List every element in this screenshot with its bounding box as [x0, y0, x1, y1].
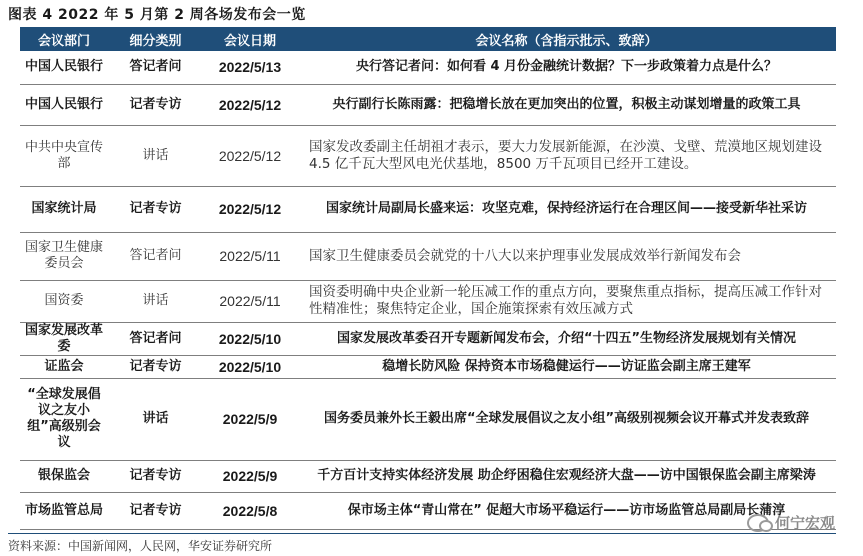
- table-row: [20, 322, 836, 355]
- dept-cell: 国家卫生健康委员会: [20, 232, 108, 280]
- table-row: [20, 186, 836, 232]
- meeting-name-cell: 国家发改委副主任胡祖才表示，要大力发展新能源，在沙漠、戈壁、荒漠地区规划建设 4.5 亿千瓦大型风电光伏基地，8500 万千瓦项目已经开工建设。: [297, 125, 836, 186]
- category-cell: 讲话: [108, 280, 203, 322]
- table-row: [20, 280, 836, 322]
- dept-cell: 国资委: [20, 280, 108, 322]
- meeting-name-cell: 国务委员兼外长王毅出席“全球发展倡议之友小组”高级别视频会议开幕式并发表致辞: [297, 378, 836, 460]
- category-cell: 答记者问: [108, 232, 203, 280]
- dept-cell: 中国人民银行: [20, 51, 108, 84]
- watermark-text: 何宁宏观: [774, 514, 835, 532]
- dept-cell: 银保监会: [20, 460, 108, 492]
- category-cell: 讲话: [108, 125, 203, 186]
- category-cell: 答记者问: [108, 322, 203, 355]
- column-header: 细分类别: [108, 27, 203, 51]
- meeting-name-cell: 国资委明确中央企业新一轮压减工作的重点方向，要聚焦重点指标，提高压减工作针对性精准性；聚焦特定企业，国企施策探索有效压减方式: [297, 280, 836, 322]
- dept-cell: 市场监管总局: [20, 492, 108, 529]
- meeting-table: [20, 27, 836, 530]
- date-cell: 2022/5/13: [203, 51, 297, 84]
- table-row: [20, 378, 836, 460]
- meeting-name-cell: 稳增长防风险 保持资本市场稳健运行——访证监会副主席王建军: [297, 355, 836, 378]
- column-header: 会议部门: [20, 27, 108, 51]
- dept-cell: 国家发展改革委: [20, 322, 108, 355]
- category-cell: 记者专访: [108, 355, 203, 378]
- meeting-name-cell: 国家统计局副局长盛来运：攻坚克难，保持经济运行在合理区间——接受新华社采访: [297, 186, 836, 232]
- figure-title: 图表 4 2022 年 5 月第 2 周各场发布会一览: [8, 7, 306, 23]
- meeting-name-cell: 保市场主体“青山常在” 促超大市场平稳运行——访市场监管总局副局长蒲淳: [297, 492, 836, 529]
- date-cell: 2022/5/10: [203, 355, 297, 378]
- dept-cell: 证监会: [20, 355, 108, 378]
- table-row: [20, 355, 836, 378]
- column-header: 会议名称（含指示批示、致辞）: [297, 27, 836, 51]
- meeting-name-cell: 国家卫生健康委员会就党的十八大以来护理事业发展成效举行新闻发布会: [297, 232, 836, 280]
- table-row: [20, 460, 836, 492]
- meeting-name-cell: 国家发展改革委召开专题新闻发布会，介绍“十四五”生物经济发展规划有关情况: [297, 322, 836, 355]
- date-cell: 2022/5/9: [203, 378, 297, 460]
- date-cell: 2022/5/12: [203, 186, 297, 232]
- category-cell: 记者专访: [108, 186, 203, 232]
- table-row: [20, 232, 836, 280]
- dept-cell: 中国人民银行: [20, 84, 108, 125]
- category-cell: 答记者问: [108, 51, 203, 84]
- date-cell: 2022/5/12: [203, 125, 297, 186]
- table-header-row: [20, 27, 836, 51]
- meeting-name-cell: 央行副行长陈雨露：把稳增长放在更加突出的位置，积极主动谋划增量的政策工具: [297, 84, 836, 125]
- source-note: 资料来源：中国新闻网，人民网，华安证券研究所: [8, 533, 836, 554]
- meeting-name-cell: 央行答记者问：如何看 4 月份金融统计数据？下一步政策着力点是什么？: [297, 51, 836, 84]
- dept-cell: 国家统计局: [20, 186, 108, 232]
- table-row: [20, 51, 836, 84]
- dept-cell: “全球发展倡议之友小组”高级别会议: [20, 378, 108, 460]
- table-row: [20, 492, 836, 529]
- column-header: 会议日期: [203, 27, 297, 51]
- date-cell: 2022/5/9: [203, 460, 297, 492]
- date-cell: 2022/5/8: [203, 492, 297, 529]
- wechat-icon: [747, 514, 769, 532]
- meeting-name-cell: 千方百计支持实体经济发展 助企纾困稳住宏观经济大盘——访中国银保监会副主席梁涛: [297, 460, 836, 492]
- dept-cell: 中共中央宣传部: [20, 125, 108, 186]
- date-cell: 2022/5/11: [203, 280, 297, 322]
- date-cell: 2022/5/10: [203, 322, 297, 355]
- table-row: [20, 125, 836, 186]
- category-cell: 记者专访: [108, 84, 203, 125]
- date-cell: 2022/5/12: [203, 84, 297, 125]
- category-cell: 记者专访: [108, 460, 203, 492]
- watermark: [747, 512, 835, 533]
- date-cell: 2022/5/11: [203, 232, 297, 280]
- table-row: [20, 84, 836, 125]
- category-cell: 记者专访: [108, 492, 203, 529]
- category-cell: 讲话: [108, 378, 203, 460]
